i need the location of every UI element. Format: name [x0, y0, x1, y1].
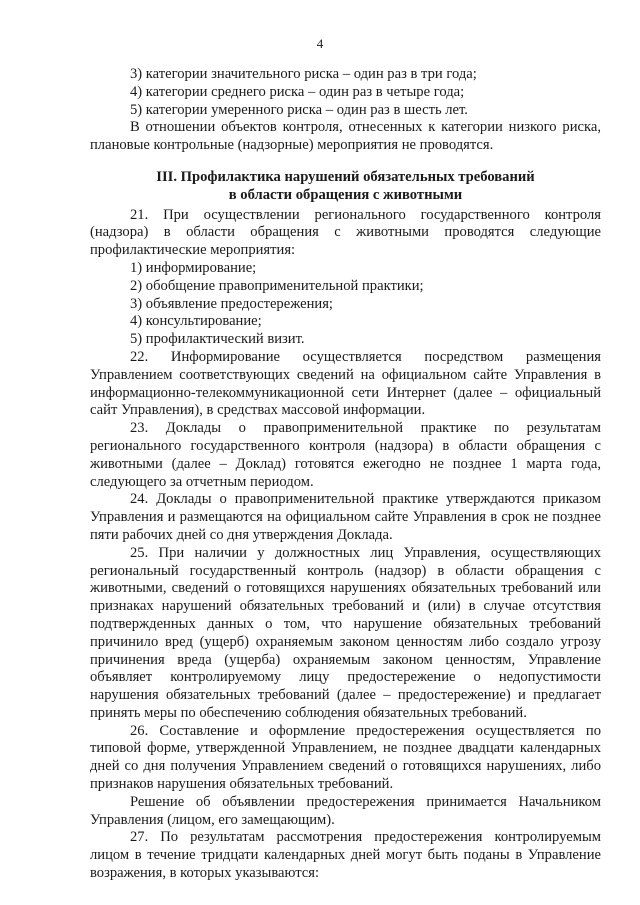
- paragraph: В отношении объектов контроля, отнесенных к категории низкого риска, плановые контрольные (надзорные) мероприятия не проводятся.: [90, 119, 601, 154]
- paragraph: 25. При наличии у должностных лиц Управления, осуществляющих региональный государственный контроль (надзор) в области обращения с животными, сведений о готовящихся нарушениях обязательных требований или признаках нарушений обязательных требований и (или) в случае отсутствия подтвержденных данных о том, что нарушение обязательных требований причинило вред (ущерб) охраняемым законом ценностям либо создало угрозу причинения вреда (ущерба) охраняемым законом ценностям, Управление объявляет контролируемому лицу предостережение о недопустимости нарушения обязательных требований (далее – предостережение) и предлагает принять меры по обеспечению соблюдения обязательных требований.: [90, 544, 601, 721]
- list-item: 1) информирование;: [130, 259, 257, 276]
- section-title-line: в области обращения с животными: [228, 186, 463, 203]
- page-number: 4: [316, 36, 324, 51]
- document-body: [90, 66, 601, 883]
- list-item: 2) обобщение правоприменительной практики;: [130, 277, 424, 294]
- paragraph: Решение об объявлении предостережения принимается Начальником Управления (лицом, его замещающим).: [90, 793, 601, 828]
- paragraph: 24. Доклады о правоприменительной практике утверждаются приказом Управления и размещаются на официальном сайте Управления в срок не позднее пяти рабочих дней со дня утверждения Доклада.: [90, 491, 601, 543]
- paragraph: 4) категории среднего риска – один раз в четыре года;: [130, 83, 465, 100]
- paragraph: 27. По результатам рассмотрения предостережения контролируемым лицом в течение тридцати календарных дней могут быть поданы в Управление возражения, в которых указываются:: [90, 829, 601, 882]
- paragraph: 5) категории умеренного риска – один раз в шесть лет.: [130, 101, 468, 118]
- paragraph: 22. Информирование осуществляется посредством размещения Управлением соответствующих сведений на официальном сайте Управления в информационно-телекоммуникационной сети Интернет (далее – официальный сайт Управления), в средствах массовой информации.: [90, 348, 601, 419]
- list-item: 4) консультирование;: [130, 313, 262, 330]
- paragraph: 3) категории значительного риска – один раз в три года;: [130, 66, 477, 82]
- paragraph: 26. Составление и оформление предостережения осуществляется по типовой форме, утвержденной Управлением, не позднее двадцати календарных дней со дня получения Управлением сведений о готовящихся нарушениях, либо признаков нарушения обязательных требований.: [90, 722, 601, 793]
- section-title: [90, 169, 601, 205]
- paragraph: 23. Доклады о правоприменительной практике по результатам регионального государственного контроля (надзора) в области обращения с животными (далее – Доклад) готовятся ежегодно не позднее 1 марта года, следующего за отчетным периодом.: [90, 420, 601, 490]
- list-item: 5) профилактический визит.: [130, 331, 305, 348]
- list-item: 3) объявление предостережения;: [130, 295, 333, 312]
- section-title-line: III. Профилактика нарушений обязательных требований: [156, 168, 535, 185]
- paragraph: 21. При осуществлении регионального государственного контроля (надзора) в области обращения с животными проводятся следующие профилактические мероприятия:: [90, 206, 601, 259]
